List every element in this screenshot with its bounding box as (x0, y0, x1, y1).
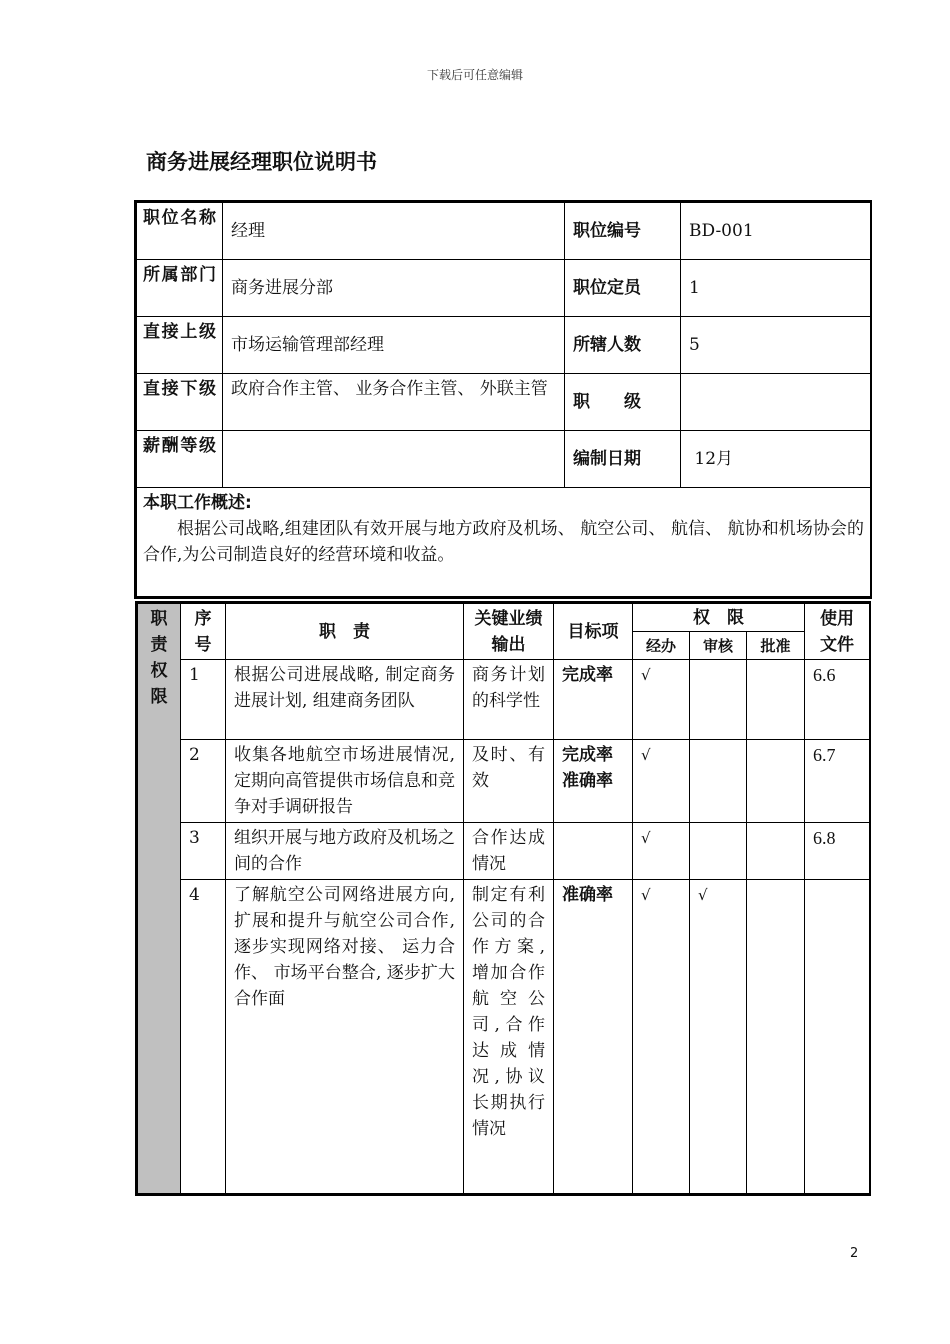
row-seq: 4 (181, 880, 226, 1194)
row-auth-do: √ (633, 740, 690, 823)
row-auth-review (690, 740, 747, 823)
table-row (138, 880, 870, 1194)
row-file (805, 880, 870, 1194)
row-kpi: 商务计划的科学性 (464, 660, 554, 740)
header-kpi (464, 604, 554, 660)
row-auth-approve (747, 880, 805, 1194)
header-auth-review: 审核 (690, 632, 747, 660)
row-auth-approve (747, 823, 805, 880)
row-seq: 1 (181, 660, 226, 740)
position-code-label: 职位编号 (565, 203, 681, 260)
page-title: 商务进展经理职位说明书 (146, 150, 377, 174)
row-goal (554, 823, 633, 880)
subordinates-value: 政府合作主管、 业务合作主管、 外联主管 (223, 374, 565, 431)
row-seq: 2 (181, 740, 226, 823)
row-auth-do: √ (633, 660, 690, 740)
headcount-label: 职位定员 (565, 260, 681, 317)
position-name-value: 经理 (223, 203, 565, 260)
row-duty: 了解航空公司网络进展方向, 扩展和提升与航空公司合作, 逐步实现网络对接、 运力合作、 市场平台整合, 逐步扩大合作面 (226, 880, 464, 1194)
position-info-table (134, 200, 872, 599)
row-goal: 准确率 (554, 880, 633, 1194)
superior-value: 市场运输管理部经理 (223, 317, 565, 374)
header-file-text: 使用文件 (820, 608, 855, 655)
date-value: 12月 (681, 431, 871, 488)
row-auth-do: √ (633, 880, 690, 1194)
duties-table (135, 601, 871, 1196)
header-auth-approve: 批准 (747, 632, 805, 660)
date-label: 编制日期 (565, 431, 681, 488)
header-kpi-text: 关键业绩输出 (474, 608, 543, 655)
subordinates-label: 直接下级 (137, 374, 223, 431)
row-duty: 收集各地航空市场进展情况, 定期向高管提供市场信息和竞争对手调研报告 (226, 740, 464, 823)
position-name-label: 职位名称 (137, 203, 223, 260)
row-goal: 完成率 准确率 (554, 740, 633, 823)
header-seq-text: 序号 (194, 608, 212, 655)
position-code-value: BD-001 (681, 203, 871, 260)
row-kpi: 合作达成情况 (464, 823, 554, 880)
superior-label: 直接上级 (137, 317, 223, 374)
subordinates-count-value: 5 (681, 317, 871, 374)
row-auth-approve (747, 740, 805, 823)
side-label-text: 职责权限 (150, 609, 168, 707)
row-auth-review (690, 660, 747, 740)
row-file: 6.7 (805, 740, 870, 823)
department-value: 商务进展分部 (223, 260, 565, 317)
header-auth-do: 经办 (633, 632, 690, 660)
header-note: 下载后可任意编辑 (426, 68, 523, 82)
row-file: 6.6 (805, 660, 870, 740)
summary-text: 根据公司战略,组建团队有效开展与地方政府及机场、 航空公司、 航信、 航协和机场协会的合作,为公司制造良好的经营环境和收益。 (143, 519, 864, 565)
header-goal: 目标项 (554, 604, 633, 660)
row-seq: 3 (181, 823, 226, 880)
row-auth-approve (747, 660, 805, 740)
header-duty: 职 责 (226, 604, 464, 660)
summary-label: 本职工作概述: (143, 493, 252, 513)
row-kpi: 及时、有效 (464, 740, 554, 823)
row-duty: 根据公司进展战略, 制定商务进展计划, 组建商务团队 (226, 660, 464, 740)
header-seq (181, 604, 226, 660)
job-summary (137, 488, 871, 597)
table-row (138, 823, 870, 880)
table-row (138, 740, 870, 823)
row-auth-review (690, 823, 747, 880)
row-auth-review: √ (690, 880, 747, 1194)
header-file (805, 604, 870, 660)
grade-value (681, 374, 871, 431)
salary-label: 薪酬等级 (137, 431, 223, 488)
header-authority: 权 限 (633, 604, 805, 632)
grade-label: 职 级 (565, 374, 681, 431)
duties-side-label (138, 604, 181, 1194)
department-label: 所属部门 (137, 260, 223, 317)
row-goal: 完成率 (554, 660, 633, 740)
row-kpi: 制定有利公司的合作方案,增加合作航空公司,合作达成情况,协议长期执行情况 (464, 880, 554, 1194)
headcount-value: 1 (681, 260, 871, 317)
subordinates-count-label: 所辖人数 (565, 317, 681, 374)
row-file: 6.8 (805, 823, 870, 880)
table-row (138, 660, 870, 740)
salary-value (223, 431, 565, 488)
row-duty: 组织开展与地方政府及机场之间的合作 (226, 823, 464, 880)
page-number: 2 (850, 1246, 859, 1261)
row-auth-do: √ (633, 823, 690, 880)
